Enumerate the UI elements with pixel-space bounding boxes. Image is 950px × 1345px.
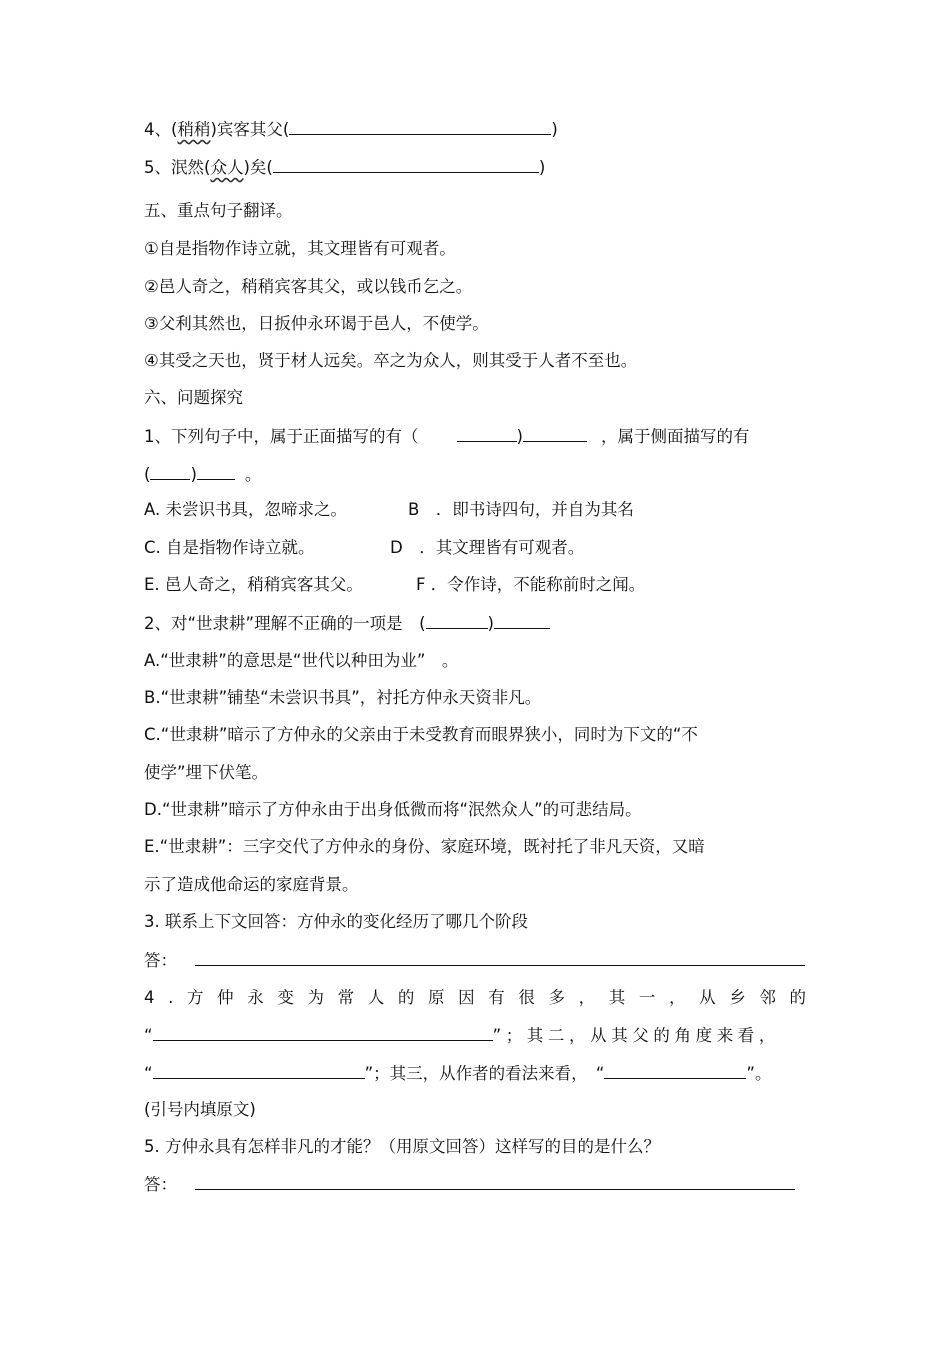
q1-option-row xyxy=(144,499,347,521)
q4-char: 多 xyxy=(548,988,565,1007)
answer-blank[interactable] xyxy=(195,949,805,966)
q5-prompt: 5. 方仲永具有怎样非凡的才能？（用原文回答）这样写的目的是什么？ xyxy=(144,1137,660,1156)
option-d: D ．其文理皆有可观者。 xyxy=(390,538,585,557)
q1-option-row xyxy=(144,574,363,596)
answer-blank[interactable] xyxy=(494,612,550,629)
q4-char: 邻 xyxy=(759,988,776,1007)
vocab-word: 众人 xyxy=(210,158,244,177)
option-c: C. 自是指物作诗立就。 xyxy=(144,538,315,557)
answer-blank[interactable] xyxy=(153,1024,493,1041)
q4-char: ， xyxy=(669,988,686,1007)
q4-char: 很 xyxy=(518,988,535,1007)
q2-line: C.“世隶耕”暗示了方仲永的父亲由于未受教育而眼界狭小，同时为下文的“不 xyxy=(144,725,698,744)
vocab-prefix: 5、泯然( xyxy=(144,158,211,177)
q4-char: 永 xyxy=(247,988,264,1007)
answer-blank[interactable] xyxy=(150,463,190,480)
q2-line: D.“世隶耕”暗示了方仲永由于出身低微而将“泯然众人”的可悲结局。 xyxy=(144,800,642,819)
q2-line: B.“世隶耕”铺垫“未尝识书具”，衬托方仲永天资非凡。 xyxy=(144,688,542,707)
q4-char: 的 xyxy=(397,988,415,1007)
translate-item: ③父利其然也，日扳仲永环谒于邑人，不使学。 xyxy=(144,314,489,333)
q1-text-b: ) xyxy=(516,427,523,446)
q4-note: (引号内填原文) xyxy=(144,1100,256,1119)
q4-char: 乡 xyxy=(729,988,746,1007)
q2-text-a: 2、对“世隶耕”理解不正确的一项是 ( xyxy=(144,614,426,633)
q1-text-a: 1、下列句子中，属于正面描写的有（ xyxy=(144,427,419,446)
q4-char: 其 xyxy=(608,988,626,1007)
q4-char: 人 xyxy=(367,988,385,1007)
q1-text-f: 。 xyxy=(244,465,262,484)
q4-char: 方 xyxy=(187,988,204,1007)
vocab-word: 稍稍 xyxy=(177,120,211,139)
q2-line: E.“世隶耕”：三字交代了方仲永的身份、家庭环境，既衬托了非凡天资，又暗 xyxy=(144,837,705,856)
vocab-mid: )宾客其父( xyxy=(210,120,290,139)
option-e: E. 邑人奇之，稍稍宾客其父。 xyxy=(144,575,363,594)
q4-line-2 xyxy=(144,1024,780,1047)
q2-line: 示了造成他命运的家庭背景。 xyxy=(144,875,359,894)
q4-char: 仲 xyxy=(217,988,234,1007)
q3-answer-row xyxy=(144,949,805,972)
option-f: F ．令作诗，不能称前时之闻。 xyxy=(416,575,646,594)
vocab-mid: )矣( xyxy=(243,158,273,177)
q1-option-row xyxy=(416,574,645,596)
q1-text-d: ( xyxy=(144,465,151,484)
q4-line-1 xyxy=(144,987,806,1009)
translate-item: ①自是指物作诗立就，其文理皆有可观者。 xyxy=(144,239,456,258)
answer-blank[interactable] xyxy=(457,425,517,442)
vocab-prefix: 4、( xyxy=(144,120,178,139)
answer-blank[interactable] xyxy=(604,1062,746,1079)
answer-blank[interactable] xyxy=(195,1173,795,1190)
option-a: A. 未尝识书具，忽啼求之。 xyxy=(144,500,347,519)
section-5-title: 五、重点句子翻译。 xyxy=(144,201,293,220)
vocab-item-5 xyxy=(144,156,545,179)
section-6-title: 六、问题探究 xyxy=(144,388,243,407)
q2-line: 使学”埋下伏笔。 xyxy=(144,763,269,782)
answer-blank[interactable] xyxy=(426,612,488,629)
answer-blank[interactable] xyxy=(273,156,539,173)
q1-option-row xyxy=(390,537,584,559)
vocab-end: ) xyxy=(538,158,546,177)
q4-char: 常 xyxy=(337,988,355,1007)
answer-label: 答： xyxy=(144,951,177,970)
q2-line: A.“世隶耕”的意思是“世代以种田为业” 。 xyxy=(144,651,459,670)
vocab-end: ) xyxy=(551,120,558,139)
quote-close: ”。 xyxy=(746,1064,772,1083)
vocab-item-4 xyxy=(144,118,558,141)
translate-item: ②邑人奇之，稍稍宾客其父，或以钱币乞之。 xyxy=(144,277,473,296)
q1-option-row xyxy=(144,537,315,559)
q4-char: 为 xyxy=(307,988,324,1007)
answer-label: 答： xyxy=(144,1175,177,1194)
q4-char: 因 xyxy=(458,988,475,1007)
q3-prompt: 3. 联系上下文回答：方仲永的变化经历了哪几个阶段 xyxy=(144,912,528,931)
translate-item: ④其受之天也，贤于材人远矣。卒之为众人，则其受于人者不至也。 xyxy=(144,351,638,370)
q4-char: 一 xyxy=(638,988,656,1007)
q5-answer-row xyxy=(144,1173,795,1196)
option-b: B ．即书诗四句，并自为其名 xyxy=(408,500,634,519)
q2-text-b: ) xyxy=(487,614,494,633)
q1-text-c: ，属于侧面描写的有 xyxy=(600,427,750,446)
q4-char: 变 xyxy=(277,988,294,1007)
q2-prompt xyxy=(144,612,550,635)
quote-open: “ xyxy=(144,1064,153,1083)
q1-prompt xyxy=(144,425,749,448)
answer-blank[interactable] xyxy=(289,118,551,135)
q4-char: 4 xyxy=(144,988,155,1007)
q4-char: . xyxy=(168,988,174,1007)
q1-text-e: ) xyxy=(190,465,197,484)
answer-blank[interactable] xyxy=(197,463,235,480)
q4-char: 从 xyxy=(699,988,716,1007)
q4-char: 的 xyxy=(789,988,806,1007)
q1-option-row xyxy=(408,499,634,521)
q4-text: ”；其三，从作者的看法来看， “ xyxy=(364,1064,605,1083)
answer-blank[interactable] xyxy=(523,425,587,442)
q1-prompt-cont xyxy=(144,463,261,486)
answer-blank[interactable] xyxy=(153,1062,365,1079)
q4-char: 有 xyxy=(488,988,505,1007)
q4-line-3 xyxy=(144,1062,771,1085)
q4-text: ”；其二，从其父的角度来看， xyxy=(492,1026,781,1045)
q4-char: 原 xyxy=(428,988,445,1007)
q4-char: ， xyxy=(578,988,596,1007)
quote-open: “ xyxy=(144,1026,153,1045)
